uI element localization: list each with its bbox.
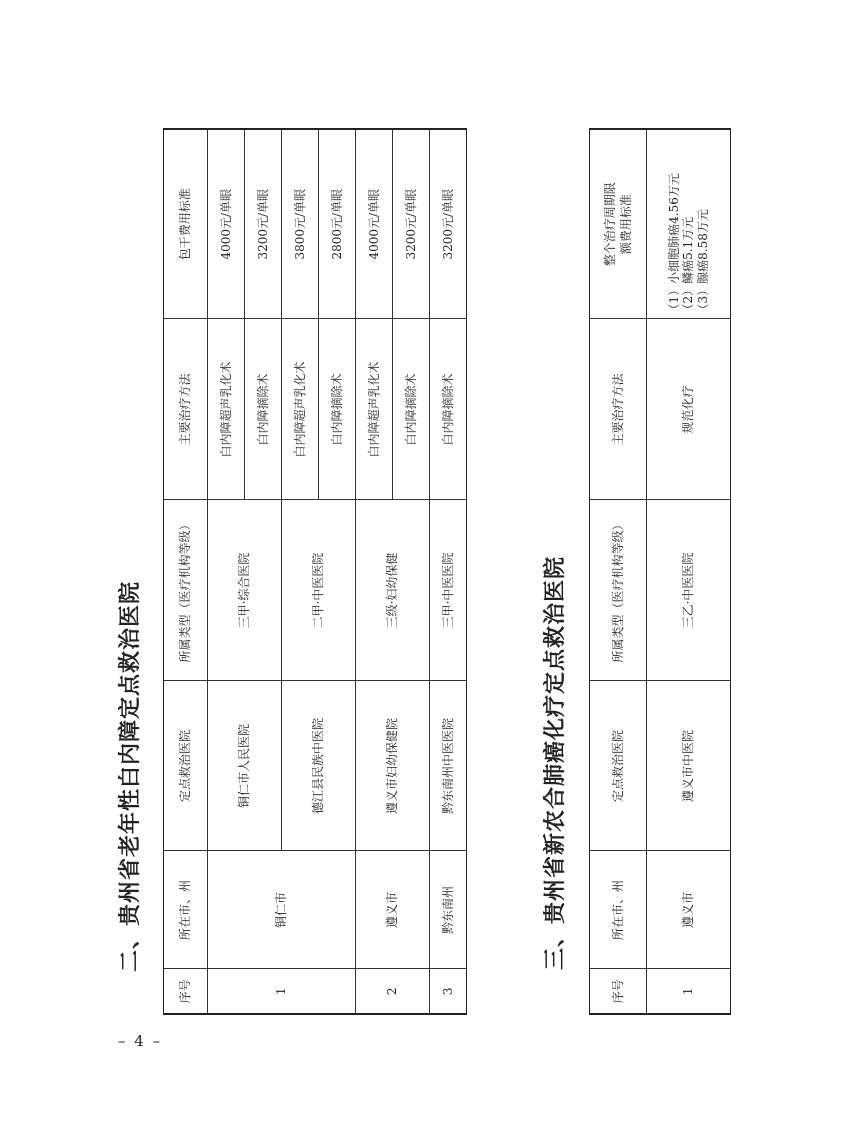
row-hospital: 铜仁市人民医院	[208, 681, 282, 851]
table-row	[430, 129, 467, 1014]
row-fee: 3200元/单眼	[245, 129, 282, 319]
row-city: 遵义市	[647, 851, 731, 969]
header-no: 序号	[164, 969, 208, 1014]
header-fee: 包干费用标准	[164, 129, 208, 319]
fee-line: （3）腺癌8.58万元	[695, 209, 710, 316]
row-hospital: 遵义市妇幼保健院	[356, 681, 430, 851]
header-method: 主要治疗方法	[164, 319, 208, 500]
fee-line: （2）鳞癌5.1万元	[681, 216, 696, 316]
row-no: 1	[647, 969, 731, 1014]
table-row	[647, 129, 731, 1014]
row-method: 白内障摘除术	[245, 319, 282, 500]
header-city: 所在市、州	[164, 851, 208, 969]
header-type: 所属类型（医疗机构等级）	[164, 500, 208, 681]
row-fee: 4000元/单眼	[356, 129, 393, 319]
row-method: 白内障超声乳化术	[356, 319, 393, 500]
row-fee: 3800元/单眼	[282, 129, 319, 319]
row-method: 白内障摘除术	[393, 319, 430, 500]
row-method: 白内障摘除术	[319, 319, 356, 500]
table-header-row	[590, 129, 647, 1014]
section2-heading: 二、贵州省老年性白内障定点救治医院	[118, 580, 143, 972]
row-city: 黔东南州	[430, 851, 467, 969]
row-no: 1	[208, 969, 356, 1014]
row-city: 遵义市	[356, 851, 430, 969]
row-type: 三级·妇幼保健	[356, 500, 430, 681]
section2-table-wrap	[163, 128, 467, 1015]
table-row	[356, 129, 393, 1014]
row-type: 三甲·综合医院	[208, 500, 282, 681]
header-method: 主要治疗方法	[590, 319, 647, 500]
row-city: 铜仁市	[208, 851, 356, 969]
header-type: 所属类型（医疗机构等级）	[590, 500, 647, 681]
row-no: 3	[430, 969, 467, 1014]
row-method: 白内障超声乳化术	[282, 319, 319, 500]
table-row	[208, 129, 245, 1014]
row-no: 2	[356, 969, 430, 1014]
row-fee: 4000元/单眼	[208, 129, 245, 319]
row-method: 白内障超声乳化术	[208, 319, 245, 500]
header-hospital: 定点救治医院	[164, 681, 208, 851]
row-fee: 2800元/单眼	[319, 129, 356, 319]
row-fee: 3200元/单眼	[393, 129, 430, 319]
fee-line: （1）小细胞肺癌4.56万元	[666, 173, 681, 316]
table-header-row	[164, 129, 208, 1014]
section3-table-wrap	[589, 128, 731, 1015]
row-method: 规范化疗	[647, 319, 731, 500]
row-type: 二甲·中医医院	[282, 500, 356, 681]
row-method: 白内障摘除术	[430, 319, 467, 500]
row-hospital: 遵义市中医院	[647, 681, 731, 851]
header-city: 所在市、州	[590, 851, 647, 969]
row-hospital: 黔东南州中医医院	[430, 681, 467, 851]
header-no: 序号	[590, 969, 647, 1014]
section3-table	[589, 128, 731, 1015]
row-type: 三乙·中医医院	[647, 500, 731, 681]
row-type: 三甲·中医医院	[430, 500, 467, 681]
section2-table	[163, 128, 467, 1015]
header-hospital: 定点救治医院	[590, 681, 647, 851]
section3-heading: 三、贵州省新农合肺癌化疗定点救治医院	[543, 555, 568, 970]
header-fee: 整个治疗周期限额费用标准	[590, 129, 647, 319]
page-number: – 4 –	[118, 1032, 163, 1050]
row-hospital: 德江县民族中医院	[282, 681, 356, 851]
row-fee: 3200元/单眼	[430, 129, 467, 319]
row-fee	[647, 129, 731, 319]
